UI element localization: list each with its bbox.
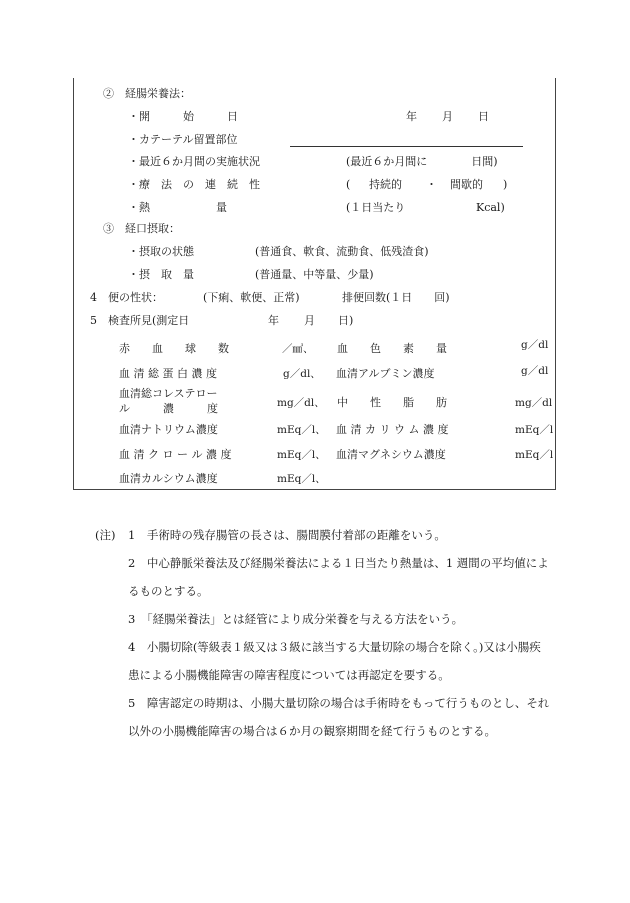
continuity-close: )	[503, 178, 508, 191]
lab-left-label-line2: ル 濃 度	[119, 402, 218, 415]
lab-left-unit: ／㎣、	[282, 343, 314, 355]
lab-right-label: 血清マグネシウム濃度	[336, 448, 446, 461]
enteral-start-label: ・開 始 日	[128, 110, 238, 123]
lab-left-label: 血 清 ク ロ ー ル 濃 度	[119, 448, 232, 461]
lab-label: 5 検査所見(測定日	[90, 314, 190, 327]
status6m-value: (最近６か月間に 日間)	[346, 155, 498, 168]
lab-right-unit: g／dl	[521, 339, 549, 351]
lab-left-unit: mEq／l、	[277, 449, 326, 461]
note-1: 1 手術時の残存腸管の長さは、腸間膜付着部の距離をいう。	[128, 528, 446, 542]
note-5: 5 障害認定の時期は、小腸大量切除の場合は手術時をもって行うものとし、それ	[128, 696, 550, 710]
note-5-continued: 以外の小腸機能障害の場合は６か月の観察期間を経て行うものとする。	[128, 724, 496, 738]
lab-left-unit: g／dl、	[283, 368, 321, 380]
notes-prefix: (注)	[95, 528, 116, 542]
lab-left-label: 血清ナトリウム濃度	[119, 423, 218, 436]
enteral-start-year: 年	[406, 110, 417, 123]
lab-left-unit: mg／dl、	[277, 397, 325, 409]
lab-right-unit: mEq／l	[515, 449, 554, 461]
lab-right-unit: mg／dl	[515, 397, 553, 409]
lab-right-label: 血清アルブミン濃度	[336, 367, 435, 380]
catheter-blank-line	[290, 146, 523, 147]
lab-left-unit: mEq／l、	[277, 424, 326, 436]
note-2: 2 中心静脈栄養法及び経腸栄養法による１日当たり熱量は、1 週間の平均値によ	[128, 556, 549, 570]
continuity-option-intermittent: 間歇的	[450, 178, 483, 191]
lab-right-label: 血 清 カ リ ウ ム 濃 度	[336, 423, 449, 436]
enteral-start-day: 日	[478, 110, 489, 123]
enteral-heading: ② 経腸栄養法：	[103, 87, 191, 100]
status6m-label: ・最近６か月間の実施状況	[128, 155, 260, 168]
lab-year: 年	[268, 314, 279, 327]
lab-right-unit: g／dl	[521, 365, 549, 377]
calorie-unit: Kcal)	[476, 201, 505, 214]
note-4: 4 小腸切除(等級表１級又は３級に該当する大量切除の場合を除く。)又は小腸疾	[128, 640, 541, 654]
catheter-label: ・カテーテル留置部位	[128, 133, 238, 146]
oral-amount-value: (普通量、中等量、少量)	[255, 268, 374, 281]
oral-state-value: (普通食、軟食、流動食、低残渣食)	[255, 245, 429, 258]
note-2-continued: るものとする。	[128, 584, 209, 598]
note-4-continued: 患による小腸機能障害の障害程度については再認定を要する。	[128, 668, 450, 682]
note-3: 3 「経腸栄養法」とは経管により成分栄養を与える方法をいう。	[128, 612, 464, 626]
continuity-separator: ・	[426, 178, 437, 191]
continuity-label: ・療 法 の 連 続 性	[128, 178, 260, 191]
stool-label: 4 便の性状：	[90, 291, 163, 304]
enteral-start-month: 月	[442, 110, 453, 123]
lab-month: 月	[304, 314, 315, 327]
continuity-open: (	[346, 178, 351, 191]
oral-heading: ③ 経口摂取：	[103, 222, 180, 235]
calorie-value: (１日当たり	[346, 201, 406, 214]
lab-left-label: 血 清 総 蛋 白 濃 度	[119, 367, 217, 380]
oral-state-label: ・摂取の状態	[128, 245, 194, 258]
stool-count: 排便回数(１日 回)	[342, 291, 450, 304]
oral-amount-label: ・摂 取 量	[128, 268, 194, 281]
lab-day: 日)	[338, 314, 354, 327]
lab-right-unit: mEq／l	[515, 424, 554, 436]
continuity-option-continuous: 持続的	[369, 178, 402, 191]
stool-value: (下痢、軟便、正常)	[203, 291, 300, 304]
lab-left-label: 血清総コレステロー	[119, 387, 218, 400]
calorie-label: ・熱 量	[128, 201, 227, 214]
lab-right-label: 中 性 脂 肪	[337, 396, 447, 409]
lab-left-label: 血清カルシウム濃度	[119, 472, 218, 485]
lab-right-label: 血 色 素 量	[337, 342, 447, 355]
lab-left-unit: mEq／l、	[277, 473, 326, 485]
lab-left-label: 赤 血 球 数	[119, 342, 229, 355]
